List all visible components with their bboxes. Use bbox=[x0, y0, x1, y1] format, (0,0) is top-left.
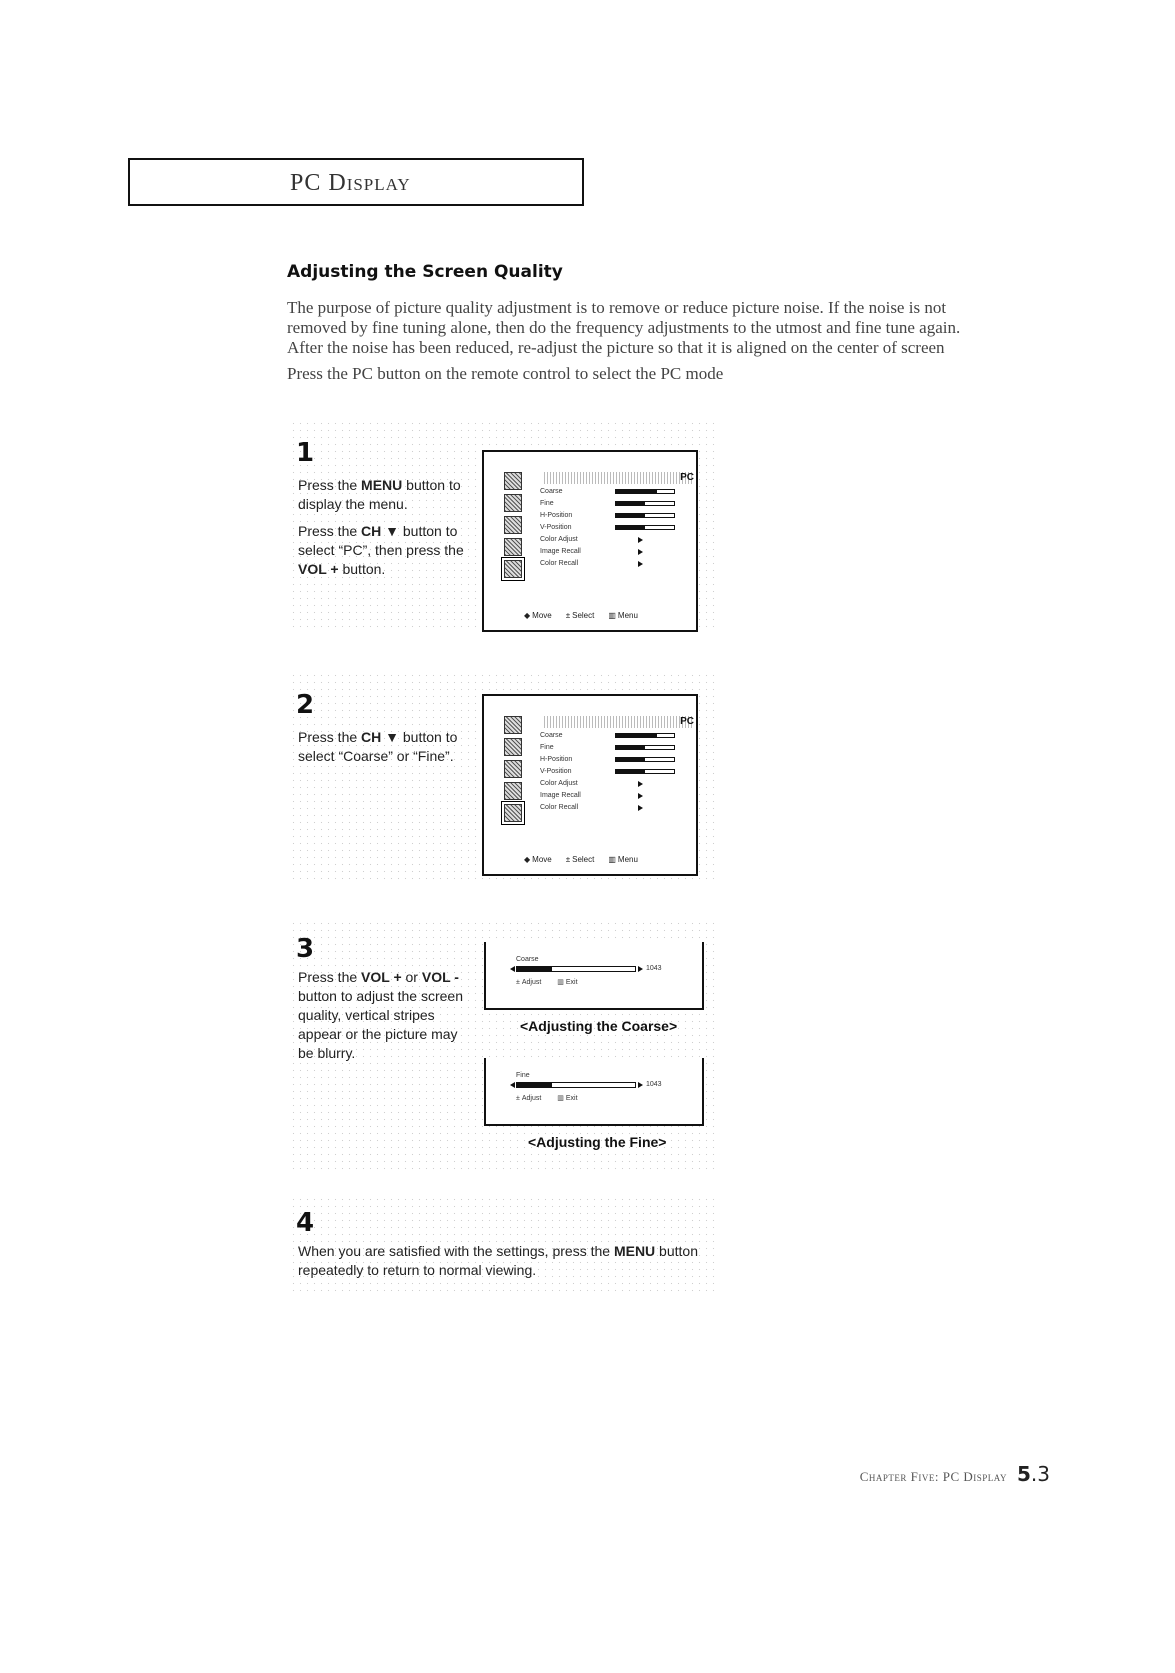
coarse-adjust-panel bbox=[484, 942, 704, 1010]
step-text bbox=[298, 476, 468, 579]
step-number: 4 bbox=[296, 1208, 315, 1238]
adjust-value: 1043 bbox=[646, 1081, 662, 1088]
osd-menu-row bbox=[540, 766, 675, 778]
menu-category-icon bbox=[504, 560, 522, 578]
osd-level-bar bbox=[615, 745, 675, 750]
footer-select: Select bbox=[572, 611, 595, 620]
menu-category-icon bbox=[504, 804, 522, 822]
menu-category-icon bbox=[504, 738, 522, 756]
step-text bbox=[298, 968, 463, 1063]
osd-menu-row bbox=[540, 730, 675, 742]
menu-category-icon bbox=[504, 538, 522, 556]
plus-minus-icon: ± bbox=[565, 611, 571, 620]
osd-level-fill bbox=[616, 734, 657, 737]
right-arrow-icon bbox=[638, 966, 643, 972]
footer-move: Move bbox=[532, 855, 552, 864]
footer-select: Select bbox=[572, 855, 595, 864]
exit-icon: ▥ bbox=[557, 979, 564, 986]
osd-row-label: Color Adjust bbox=[540, 780, 578, 787]
footer-adjust: Adjust bbox=[521, 1095, 542, 1102]
osd-menu-rows bbox=[540, 730, 675, 814]
menu-category-icon bbox=[504, 472, 522, 490]
osd-pc-menu bbox=[482, 450, 698, 632]
submenu-arrow-icon bbox=[638, 781, 643, 787]
osd-row-label: Coarse bbox=[540, 488, 563, 495]
plus-minus-icon: ± bbox=[516, 1095, 520, 1102]
osd-level-fill bbox=[616, 502, 645, 505]
step-text bbox=[298, 728, 468, 766]
osd-level-bar bbox=[615, 501, 675, 506]
osd-menu-row bbox=[540, 534, 675, 546]
osd-row-label: V-Position bbox=[540, 524, 572, 531]
adjust-label: Coarse bbox=[516, 956, 539, 963]
slider-fill bbox=[517, 1083, 552, 1087]
right-arrow-icon bbox=[638, 1082, 643, 1088]
osd-row-label: Fine bbox=[540, 500, 554, 507]
step-number: 2 bbox=[296, 690, 315, 720]
plus-minus-icon: ± bbox=[516, 979, 520, 986]
page-number: 5.3 bbox=[1016, 1462, 1050, 1486]
osd-row-label: Color Recall bbox=[540, 804, 579, 811]
submenu-arrow-icon bbox=[638, 805, 643, 811]
osd-menu-row bbox=[540, 754, 675, 766]
menu-category-icon bbox=[504, 760, 522, 778]
osd-menu-row bbox=[540, 790, 675, 802]
footer-menu: Menu bbox=[617, 855, 638, 864]
step-line: When you are satisfied with the settings, press the MENU button repeatedly to return to normal viewing. bbox=[298, 1243, 698, 1278]
osd-row-label: V-Position bbox=[540, 768, 572, 775]
menu-category-icon bbox=[504, 494, 522, 512]
left-arrow-icon bbox=[510, 966, 515, 972]
up-down-arrow-icon: ◆ bbox=[524, 611, 531, 620]
osd-row-label: H-Position bbox=[540, 512, 573, 519]
adjust-slider bbox=[516, 1082, 636, 1088]
footer-exit: Exit bbox=[565, 1095, 578, 1102]
osd-menu-row bbox=[540, 802, 675, 814]
osd-footer bbox=[524, 611, 638, 620]
adjust-slider bbox=[516, 966, 636, 972]
osd-title: PC bbox=[544, 472, 694, 484]
osd-level-fill bbox=[616, 514, 645, 517]
submenu-arrow-icon bbox=[638, 549, 643, 555]
intro-instruction: Press the PC button on the remote control to select the PC mode bbox=[287, 364, 724, 383]
adjust-caption: <Adjusting the Coarse> bbox=[520, 1018, 678, 1034]
step-line: Press the CH ▼ button to select “Coarse” or “Fine”. bbox=[298, 729, 458, 764]
fine-adjust-panel bbox=[484, 1058, 704, 1126]
osd-menu-row bbox=[540, 486, 675, 498]
osd-row-label: Coarse bbox=[540, 732, 563, 739]
osd-menu-icons bbox=[504, 472, 526, 582]
menu-category-icon bbox=[504, 516, 522, 534]
osd-level-fill bbox=[616, 746, 645, 749]
osd-menu-row bbox=[540, 742, 675, 754]
menu-category-icon bbox=[504, 716, 522, 734]
osd-menu-row bbox=[540, 558, 675, 570]
step-number: 1 bbox=[296, 438, 315, 468]
osd-menu-row bbox=[540, 546, 675, 558]
osd-menu-row bbox=[540, 778, 675, 790]
section-header-box bbox=[128, 158, 584, 206]
step-text bbox=[298, 1242, 713, 1280]
osd-level-bar bbox=[615, 757, 675, 762]
osd-level-bar bbox=[615, 513, 675, 518]
slider-fill bbox=[517, 967, 552, 971]
menu-icon: ▥ bbox=[608, 611, 616, 620]
step-line: Press the VOL + or VOL - button to adjust the screen quality, vertical stripes appear or the picture may be blurry. bbox=[298, 969, 463, 1061]
osd-row-label: Image Recall bbox=[540, 548, 581, 555]
menu-category-icon bbox=[504, 782, 522, 800]
osd-menu-icons bbox=[504, 716, 526, 826]
plus-minus-icon: ± bbox=[565, 855, 571, 864]
osd-menu-row bbox=[540, 498, 675, 510]
up-down-arrow-icon: ◆ bbox=[524, 855, 531, 864]
section-title: PC Display bbox=[290, 170, 411, 196]
intro-text bbox=[287, 298, 987, 384]
osd-row-label: Color Adjust bbox=[540, 536, 578, 543]
footer-move: Move bbox=[532, 611, 552, 620]
intro-paragraph: The purpose of picture quality adjustment is to remove or reduce picture noise. If the noise is not removed by fine tuning alone, then do the frequency adjustments to the utmost and fine tune again. After the noise has been reduced, re-adjust the picture so that it is aligned on the center of screen bbox=[287, 298, 961, 357]
menu-icon: ▥ bbox=[608, 855, 616, 864]
osd-menu-rows bbox=[540, 486, 675, 570]
footer-menu: Menu bbox=[617, 611, 638, 620]
osd-row-label: Image Recall bbox=[540, 792, 581, 799]
submenu-arrow-icon bbox=[638, 537, 643, 543]
submenu-arrow-icon bbox=[638, 793, 643, 799]
exit-icon: ▥ bbox=[557, 1095, 564, 1102]
page-footer bbox=[860, 1462, 1050, 1486]
step-number: 3 bbox=[296, 934, 315, 964]
left-arrow-icon bbox=[510, 1082, 515, 1088]
adjust-footer bbox=[516, 978, 578, 986]
osd-menu-row bbox=[540, 510, 675, 522]
osd-row-label: Fine bbox=[540, 744, 554, 751]
osd-title: PC bbox=[544, 716, 694, 728]
page-heading: Adjusting the Screen Quality bbox=[287, 262, 563, 282]
osd-level-bar bbox=[615, 769, 675, 774]
osd-pc-menu bbox=[482, 694, 698, 876]
footer-adjust: Adjust bbox=[521, 979, 542, 986]
step-line: Press the MENU button to display the menu. bbox=[298, 477, 461, 512]
step-4 bbox=[290, 1196, 720, 1292]
osd-level-bar bbox=[615, 733, 675, 738]
adjust-label: Fine bbox=[516, 1072, 530, 1079]
footer-exit: Exit bbox=[565, 979, 578, 986]
osd-level-fill bbox=[616, 490, 657, 493]
osd-level-fill bbox=[616, 770, 645, 773]
osd-row-label: H-Position bbox=[540, 756, 573, 763]
osd-level-bar bbox=[615, 525, 675, 530]
osd-level-fill bbox=[616, 526, 645, 529]
osd-menu-row bbox=[540, 522, 675, 534]
osd-level-fill bbox=[616, 758, 645, 761]
osd-row-label: Color Recall bbox=[540, 560, 579, 567]
chapter-label: Chapter Five: PC Display bbox=[859, 1469, 1007, 1484]
osd-level-bar bbox=[615, 489, 675, 494]
step-line: Press the CH ▼ button to select “PC”, then press the VOL + button. bbox=[298, 523, 464, 577]
adjust-value: 1043 bbox=[646, 965, 662, 972]
adjust-caption: <Adjusting the Fine> bbox=[528, 1134, 667, 1150]
osd-footer bbox=[524, 855, 638, 864]
submenu-arrow-icon bbox=[638, 561, 643, 567]
adjust-footer bbox=[516, 1094, 578, 1102]
